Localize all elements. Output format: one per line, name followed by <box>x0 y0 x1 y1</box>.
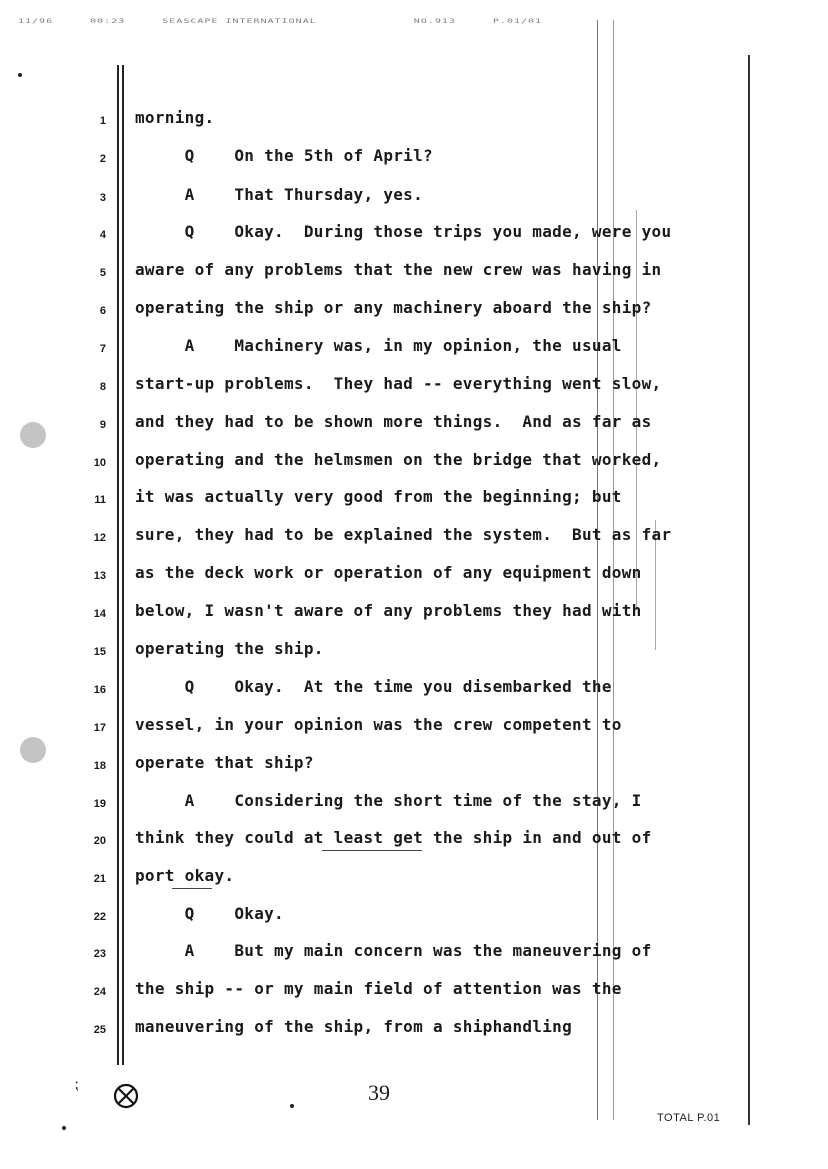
transcript-line <box>0 559 828 591</box>
line-number: 20 <box>93 835 106 847</box>
fax-page: P.01/01 <box>492 18 543 25</box>
line-text: operate that ship? <box>135 753 314 772</box>
transcript-line <box>0 635 828 667</box>
transcript-line <box>0 142 828 174</box>
line-number: 18 <box>93 760 106 772</box>
transcript-line <box>0 824 828 856</box>
line-text: sure, they had to be explained the system. But as far <box>135 525 672 544</box>
line-number: 16 <box>93 684 106 696</box>
line-text: think they could at least get the ship in and out of <box>135 828 652 847</box>
transcript-line <box>0 483 828 515</box>
line-number: 2 <box>99 153 106 165</box>
fax-header <box>18 18 658 25</box>
speck <box>62 1126 66 1130</box>
transcript-line <box>0 332 828 364</box>
transcript-line <box>0 900 828 932</box>
fax-date: 11/96 <box>18 18 54 25</box>
line-text: aware of any problems that the new crew was having in <box>135 260 662 279</box>
line-number: 17 <box>93 722 106 734</box>
transcript-line <box>0 787 828 819</box>
transcript-line <box>0 1013 828 1045</box>
fax-number: NO.913 <box>413 18 456 25</box>
fax-sender: SEASCAPE INTERNATIONAL <box>162 18 317 25</box>
line-number: 15 <box>93 646 106 658</box>
line-number: 7 <box>99 343 106 355</box>
line-number: 3 <box>99 192 106 204</box>
transcript-line <box>0 673 828 705</box>
line-text: the ship -- or my main field of attention was the <box>135 979 622 998</box>
line-number: 24 <box>93 986 106 998</box>
line-text: operating the ship or any machinery aboard the ship? <box>135 298 652 317</box>
line-text: Q On the 5th of April? <box>135 146 433 165</box>
line-text: Q Okay. <box>135 904 284 923</box>
line-text: port okay. <box>135 866 235 885</box>
pen-underline <box>322 850 422 851</box>
line-number: 25 <box>93 1024 106 1036</box>
line-text: as the deck work or operation of any equipment down <box>135 563 642 582</box>
line-text: Q Okay. During those trips you made, were you <box>135 222 672 241</box>
transcript-line <box>0 294 828 326</box>
transcript-line <box>0 181 828 213</box>
line-number: 9 <box>99 419 106 431</box>
line-number: 8 <box>99 381 106 393</box>
transcript-line <box>0 975 828 1007</box>
speck <box>290 1104 294 1108</box>
circled-x-icon <box>112 1082 140 1110</box>
line-text: A Machinery was, in my opinion, the usual <box>135 336 622 355</box>
line-text: A That Thursday, yes. <box>135 185 424 204</box>
line-number: 23 <box>93 948 106 960</box>
line-text: maneuvering of the ship, from a shiphandling <box>135 1017 573 1036</box>
line-number: 22 <box>93 911 106 923</box>
line-number: 10 <box>93 457 106 469</box>
line-number: 19 <box>93 798 106 810</box>
transcript-line <box>0 711 828 743</box>
margin-mark: ⁏ <box>74 1077 79 1093</box>
line-text: operating the ship. <box>135 639 324 658</box>
line-text: it was actually very good from the beginning; but <box>135 487 622 506</box>
line-text: below, I wasn't aware of any problems they had with <box>135 601 642 620</box>
line-text: start-up problems. They had -- everything went slow, <box>135 374 662 393</box>
line-text: A Considering the short time of the stay, I <box>135 791 642 810</box>
fax-time: 00:23 <box>90 18 126 25</box>
pen-underline <box>172 888 212 889</box>
transcript-line <box>0 218 828 250</box>
transcript-line <box>0 749 828 781</box>
line-text: and they had to be shown more things. And as far as <box>135 412 652 431</box>
page-number: 39 <box>368 1080 390 1105</box>
speck <box>18 73 22 77</box>
transcript-line <box>0 862 828 894</box>
line-text: operating and the helmsmen on the bridge that worked, <box>135 450 662 469</box>
line-number: 1 <box>99 115 106 127</box>
line-text: Q Okay. At the time you disembarked the <box>135 677 612 696</box>
line-number: 12 <box>93 532 106 544</box>
line-number: 13 <box>93 570 106 582</box>
line-number: 6 <box>99 305 106 317</box>
transcript-line <box>0 408 828 440</box>
transcript-line <box>0 370 828 402</box>
transcript-line <box>0 937 828 969</box>
line-text: A But my main concern was the maneuvering of <box>135 941 652 960</box>
line-text: morning. <box>135 108 215 127</box>
line-number: 11 <box>94 494 106 506</box>
line-number: 14 <box>93 608 106 620</box>
line-number: 21 <box>93 873 106 885</box>
line-number: 4 <box>99 229 106 241</box>
transcript-line <box>0 597 828 629</box>
transcript-line <box>0 446 828 478</box>
line-number: 5 <box>99 267 106 279</box>
line-text: vessel, in your opinion was the crew competent to <box>135 715 622 734</box>
transcript-line <box>0 521 828 553</box>
transcript-line <box>0 256 828 288</box>
fax-total-pages: TOTAL P.01 <box>657 1112 721 1124</box>
transcript-line <box>0 104 828 136</box>
